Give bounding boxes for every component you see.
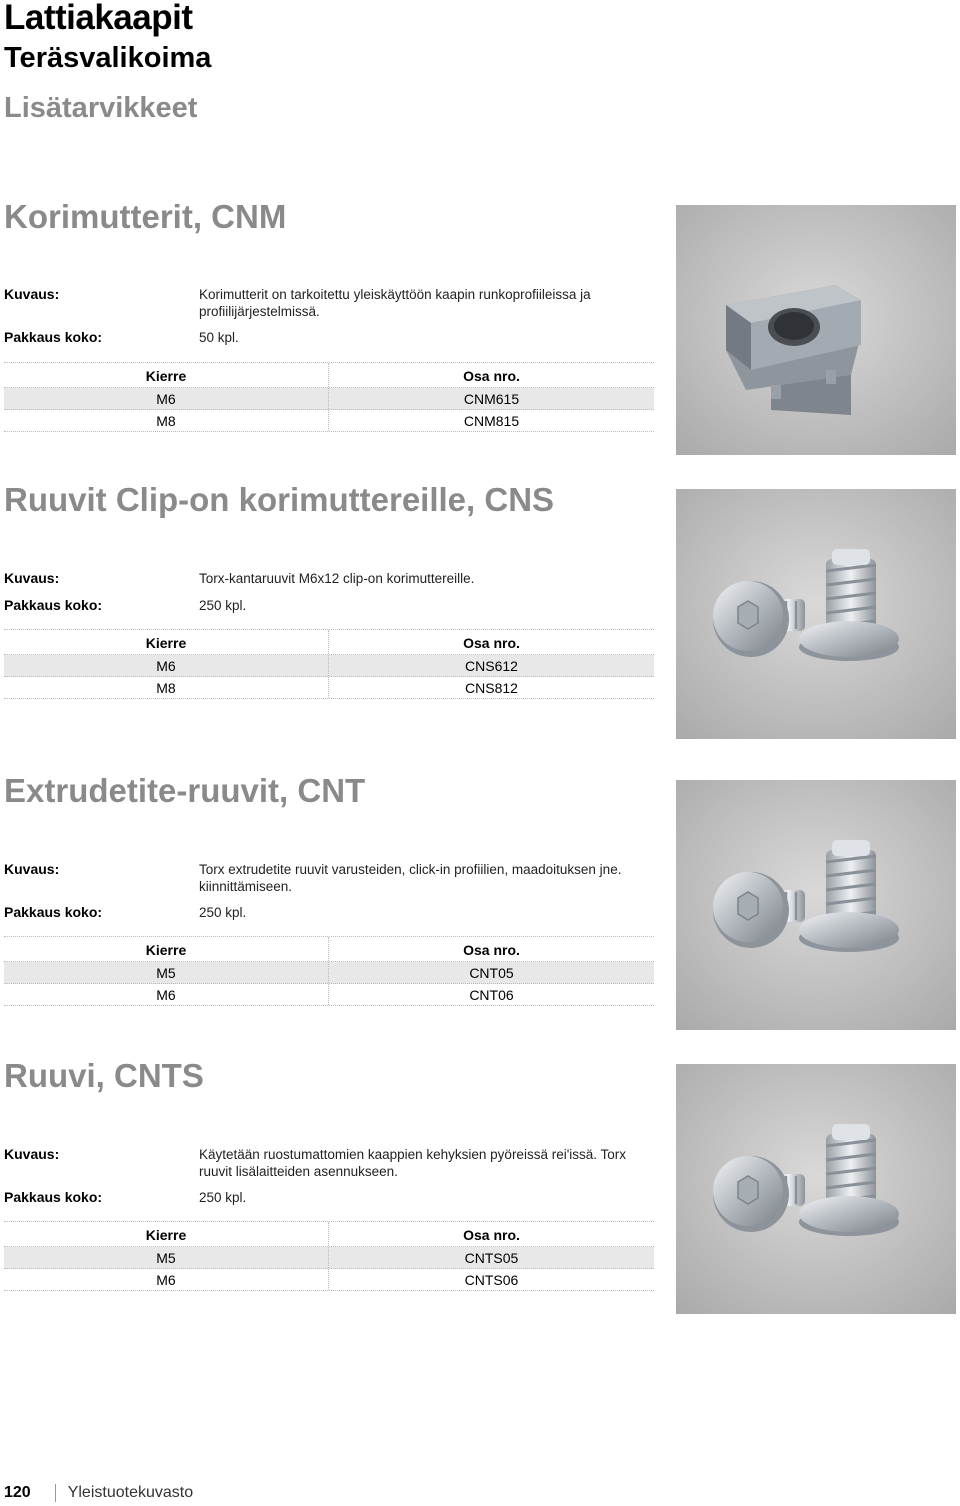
part-cell: CNS812 — [465, 680, 518, 696]
thread-cell: M5 — [4, 1247, 329, 1268]
description-text: Torx extrudetite ruuvit varusteiden, click-in profiilien, maadoituksen jne. kiinnittämiseen. — [199, 862, 622, 894]
column-header-thread: Kierre — [4, 937, 329, 961]
footer-divider — [55, 1484, 56, 1502]
table-row — [4, 655, 654, 677]
part-cell: CNS612 — [465, 658, 518, 674]
description-text: Torx-kantaruuvit M6x12 clip-on korimuttereille. — [199, 571, 475, 586]
part-cell: CNT05 — [469, 965, 514, 981]
page-title: Lattiakaapit — [4, 0, 193, 37]
section-title: Extrudetite-ruuvit, CNT — [4, 772, 366, 809]
package-value: 50 kpl. — [199, 330, 239, 345]
parts-table — [4, 936, 654, 1006]
package-value: 250 kpl. — [199, 1190, 247, 1205]
description-text: Korimutterit on tarkoitettu yleiskäyttöön kaapin runkoprofiileissa ja profiilijärjestelmissä. — [199, 287, 591, 319]
package-label: Pakkaus koko: — [4, 329, 103, 345]
description-label: Kuvaus: — [4, 861, 60, 877]
column-header-part: Osa nro. — [463, 942, 520, 958]
table-row — [4, 1269, 654, 1291]
table-row — [4, 962, 654, 984]
column-header-thread: Kierre — [4, 1222, 329, 1246]
description-label: Kuvaus: — [4, 1146, 60, 1162]
table-row — [4, 410, 654, 432]
package-label: Pakkaus koko: — [4, 1189, 103, 1205]
table-row — [4, 677, 654, 699]
description-label: Kuvaus: — [4, 570, 60, 586]
category-title: Lisätarvikkeet — [4, 92, 198, 124]
table-header — [4, 363, 654, 388]
description-label: Kuvaus: — [4, 286, 60, 302]
package-label: Pakkaus koko: — [4, 597, 103, 613]
parts-table — [4, 362, 654, 432]
thread-cell: M6 — [4, 655, 329, 676]
parts-table — [4, 629, 654, 699]
page-subtitle: Teräsvalikoima — [4, 42, 212, 74]
thread-cell: M6 — [4, 388, 329, 409]
description-text: Käytetään ruostumattomien kaappien kehyksien pyöreissä rei'issä. Torx ruuvit lisälaitteiden asennukseen. — [199, 1147, 627, 1179]
page-footer — [4, 1484, 193, 1502]
thread-cell: M5 — [4, 962, 329, 983]
part-cell: CNM615 — [463, 391, 520, 407]
part-cell: CNTS06 — [464, 1272, 519, 1288]
section-title: Ruuvit Clip-on korimuttereille, CNS — [4, 481, 555, 518]
column-header-part: Osa nro. — [463, 1227, 520, 1243]
package-value: 250 kpl. — [199, 905, 247, 920]
part-cell: CNM815 — [463, 413, 520, 429]
table-row — [4, 388, 654, 410]
column-header-part: Osa nro. — [463, 368, 520, 384]
thread-cell: M8 — [4, 677, 329, 698]
table-header — [4, 630, 654, 655]
table-row — [4, 1247, 654, 1269]
part-cell: CNT06 — [469, 987, 514, 1003]
catalog-name: Yleistuotekuvasto — [67, 1484, 194, 1502]
cage-nut-photo — [676, 205, 956, 455]
thread-cell: M6 — [4, 1269, 329, 1290]
column-header-thread: Kierre — [4, 630, 329, 654]
table-row — [4, 984, 654, 1006]
screws-photo — [676, 1064, 956, 1314]
table-header — [4, 937, 654, 962]
page-number: 120 — [4, 1484, 31, 1502]
screws-photo — [676, 489, 956, 739]
section-title: Ruuvi, CNTS — [4, 1057, 204, 1094]
thread-cell: M8 — [4, 410, 329, 431]
screws-photo — [676, 780, 956, 1030]
part-cell: CNTS05 — [464, 1250, 519, 1266]
column-header-part: Osa nro. — [463, 635, 520, 651]
table-header — [4, 1222, 654, 1247]
package-label: Pakkaus koko: — [4, 904, 103, 920]
package-value: 250 kpl. — [199, 598, 247, 613]
section-title: Korimutterit, CNM — [4, 198, 287, 235]
parts-table — [4, 1221, 654, 1291]
column-header-thread: Kierre — [4, 363, 329, 387]
thread-cell: M6 — [4, 984, 329, 1005]
